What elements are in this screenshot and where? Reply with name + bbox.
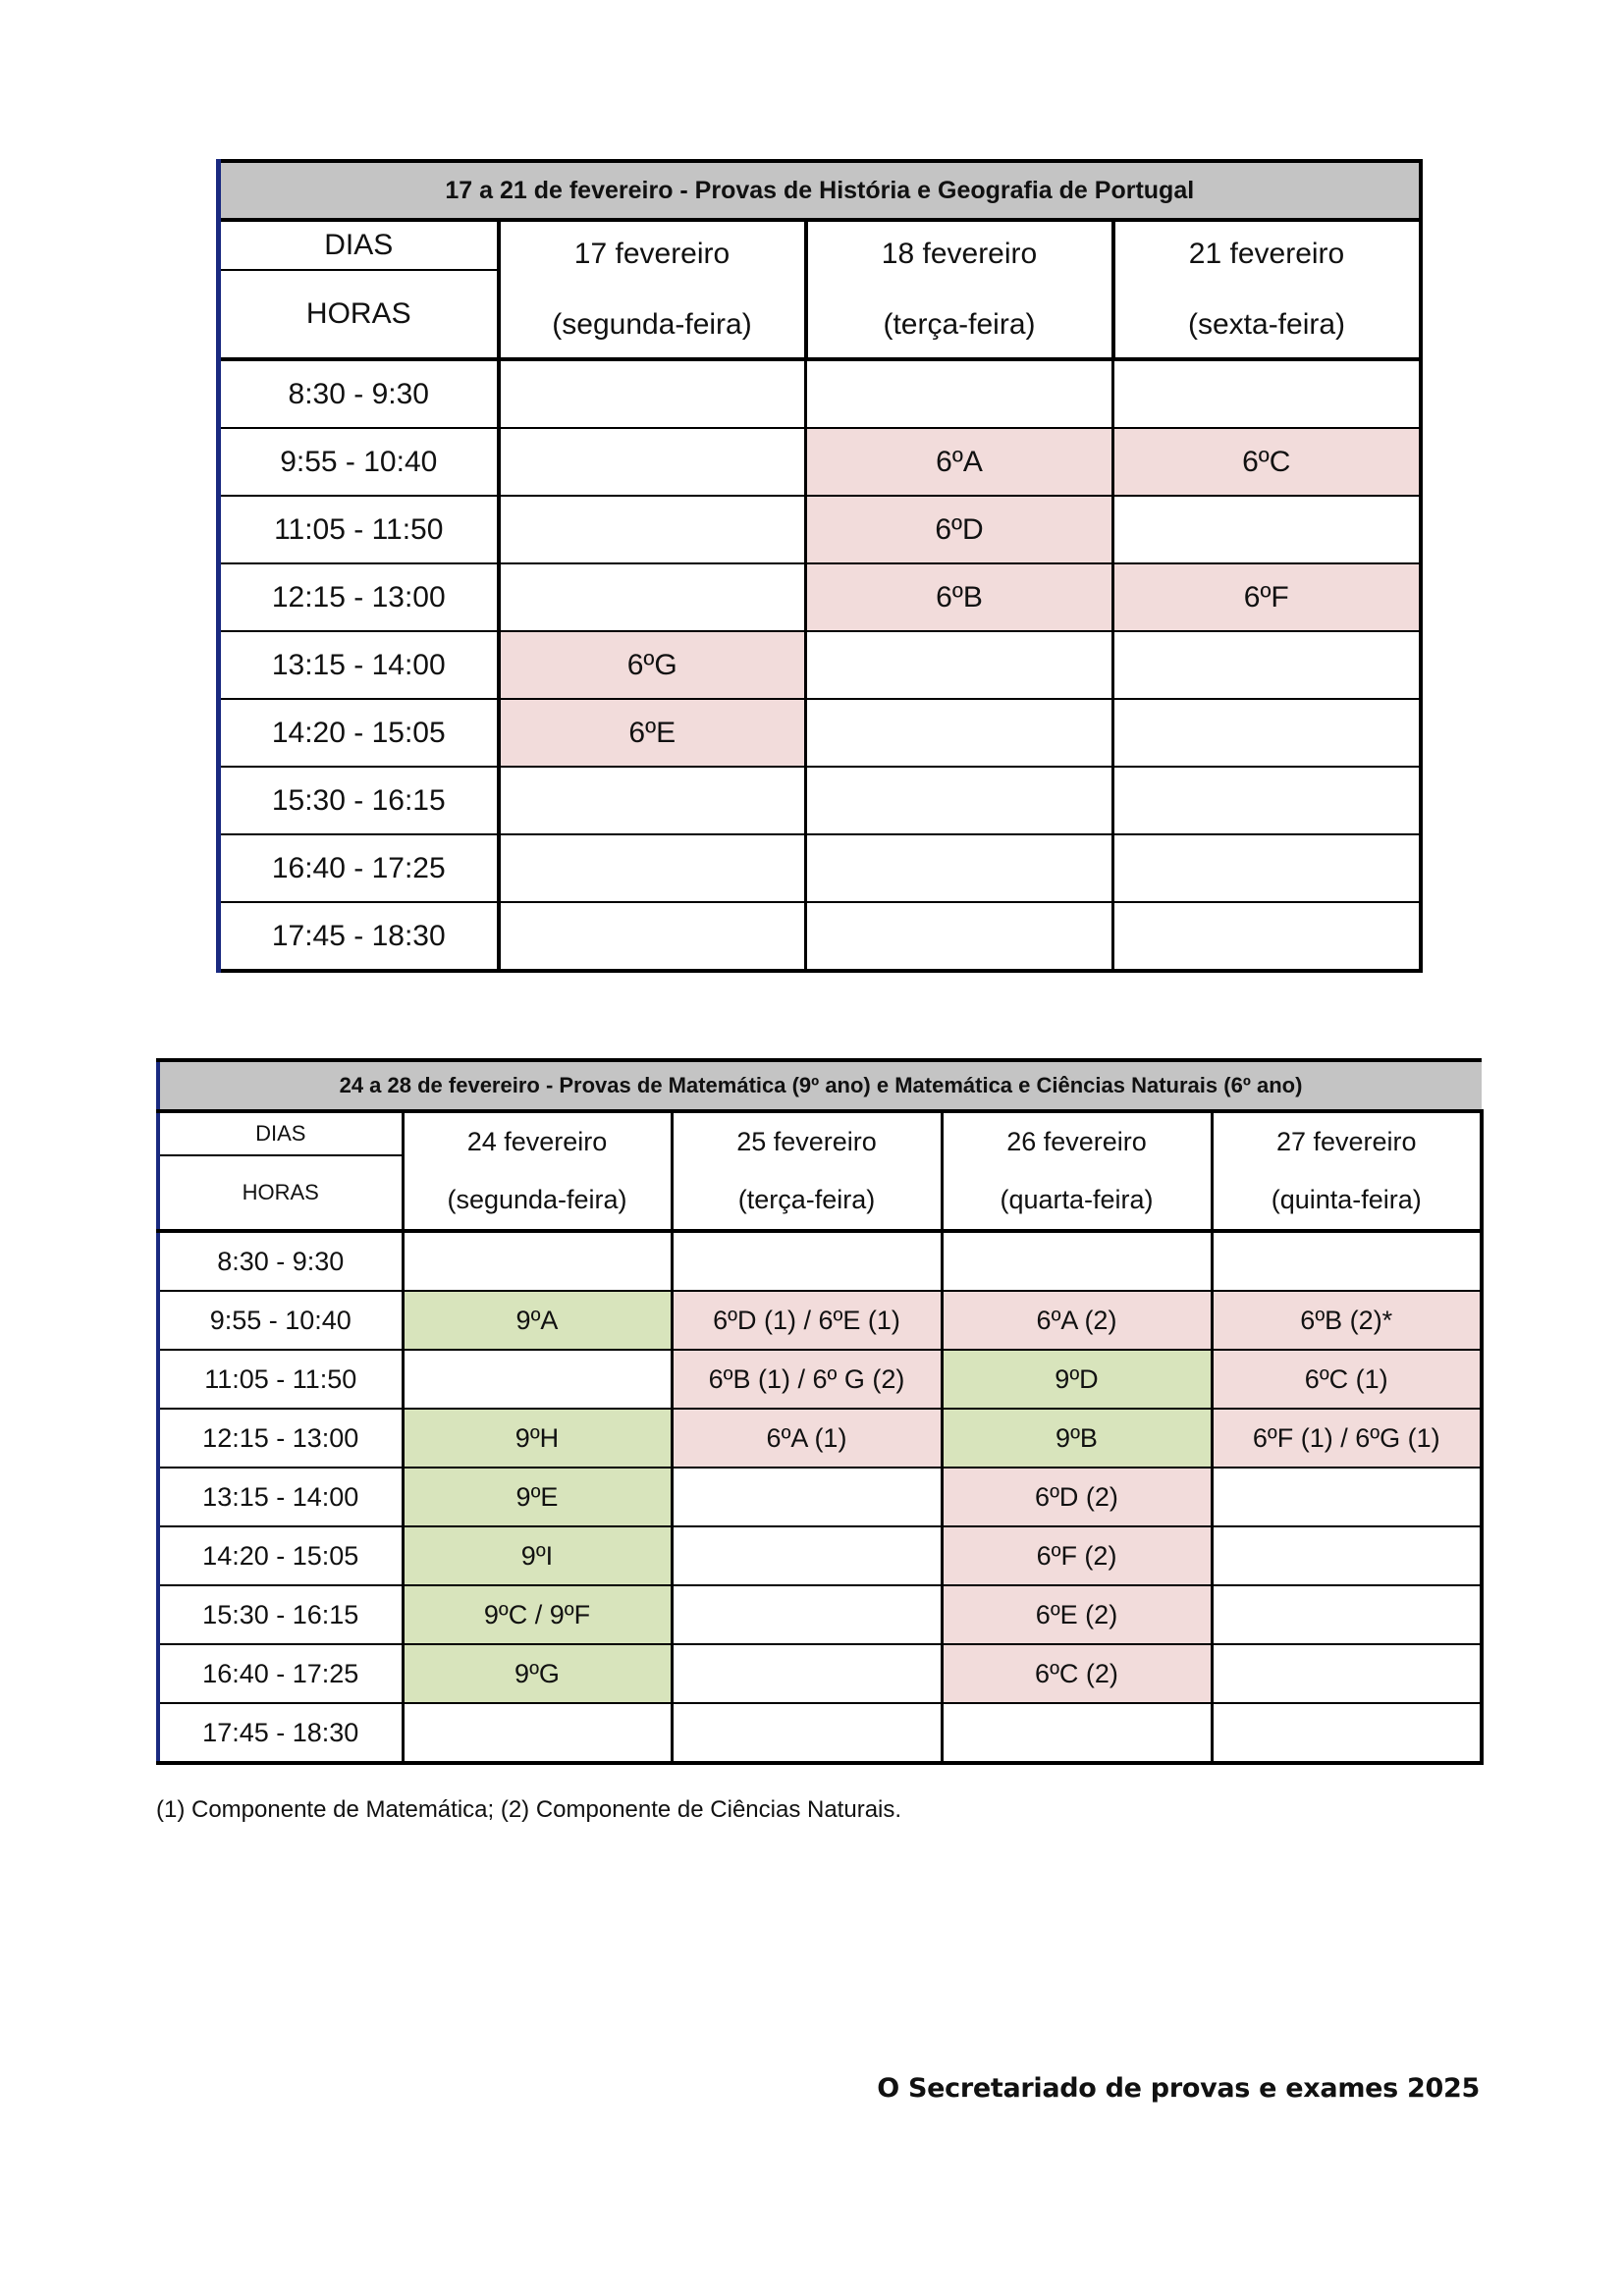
schedule-cell: [499, 834, 806, 902]
time-slot: 15:30 - 16:15: [158, 1585, 403, 1644]
column-date: 27 fevereiro: [1275, 1127, 1417, 1156]
schedule-cell: [806, 699, 1113, 767]
time-slot: 14:20 - 15:05: [158, 1526, 403, 1585]
table-row: [158, 1703, 1482, 1763]
schedule-table-matematica-ciencias: [156, 1058, 1484, 1765]
column-header-day: [672, 1111, 942, 1231]
column-header-day: [942, 1111, 1212, 1231]
horas-label: HORAS: [219, 270, 499, 359]
schedule-cell: 9ºA: [403, 1291, 672, 1350]
table-row: [158, 1350, 1482, 1409]
schedule-cell: 6ºE (2): [942, 1585, 1212, 1644]
column-header-day: [1113, 220, 1421, 359]
schedule-cell: 6ºC: [1113, 428, 1421, 496]
schedule-cell: 6ºA (2): [942, 1291, 1212, 1350]
table-row: [219, 496, 1421, 563]
time-slot: 15:30 - 16:15: [219, 767, 499, 834]
column-date: 17 fevereiro: [573, 238, 731, 270]
footnote: (1) Componente de Matemática; (2) Componente de Ciências Naturais.: [156, 1796, 902, 1823]
schedule-cell: 6ºF: [1113, 563, 1421, 631]
table-row: [158, 1644, 1482, 1703]
signature: O Secretariado de provas e exames 2025: [877, 2073, 1480, 2104]
column-weekday: (sexta-feira): [1188, 308, 1346, 341]
column-header-day: [499, 220, 806, 359]
schedule-cell: [1113, 902, 1421, 971]
schedule-cell: [942, 1703, 1212, 1763]
column-date: 18 fevereiro: [881, 238, 1038, 270]
schedule-cell: [806, 767, 1113, 834]
column-weekday: (terça-feira): [737, 1185, 876, 1214]
schedule-cell: [1212, 1231, 1482, 1291]
time-slot: 9:55 - 10:40: [219, 428, 499, 496]
schedule-table-historia-geografia: [216, 159, 1423, 973]
time-slot: 14:20 - 15:05: [219, 699, 499, 767]
schedule-cell: [403, 1350, 672, 1409]
table-row: [158, 1468, 1482, 1526]
schedule-cell: [1113, 359, 1421, 428]
column-date: 24 fevereiro: [466, 1127, 608, 1156]
time-slot: 9:55 - 10:40: [158, 1291, 403, 1350]
schedule-cell: 6ºC (2): [942, 1644, 1212, 1703]
table-row: [158, 1526, 1482, 1585]
schedule-cell: 6ºA: [806, 428, 1113, 496]
horas-label: HORAS: [158, 1155, 403, 1231]
column-weekday: (quinta-feira): [1271, 1185, 1422, 1214]
schedule-cell: [1113, 699, 1421, 767]
schedule-cell: 6ºD (2): [942, 1468, 1212, 1526]
schedule-cell: 9ºC / 9ºF: [403, 1585, 672, 1644]
time-slot: 16:40 - 17:25: [219, 834, 499, 902]
table-title: 17 a 21 de fevereiro - Provas de História e Geografia de Portugal: [219, 161, 1421, 220]
schedule-cell: [672, 1231, 942, 1291]
schedule-cell: 9ºE: [403, 1468, 672, 1526]
schedule-cell: [1212, 1468, 1482, 1526]
schedule-cell: 9ºD: [942, 1350, 1212, 1409]
schedule-cell: 9ºB: [942, 1409, 1212, 1468]
schedule-cell: 9ºI: [403, 1526, 672, 1585]
column-header-day: [1212, 1111, 1482, 1231]
column-weekday: (quarta-feira): [1000, 1185, 1154, 1214]
time-slot: 11:05 - 11:50: [158, 1350, 403, 1409]
schedule-cell: 6ºB: [806, 563, 1113, 631]
schedule-cell: [1113, 631, 1421, 699]
schedule-cell: 6ºE: [499, 699, 806, 767]
table-row: [158, 1231, 1482, 1291]
schedule-cell: 6ºB (2)*: [1212, 1291, 1482, 1350]
table-row: [219, 834, 1421, 902]
schedule-cell: [1212, 1585, 1482, 1644]
schedule-cell: [499, 767, 806, 834]
time-slot: 16:40 - 17:25: [158, 1644, 403, 1703]
schedule-cell: [672, 1526, 942, 1585]
schedule-cell: [806, 631, 1113, 699]
schedule-cell: 6ºA (1): [672, 1409, 942, 1468]
schedule-cell: [672, 1703, 942, 1763]
schedule-cell: 6ºC (1): [1212, 1350, 1482, 1409]
schedule-cell: 6ºG: [499, 631, 806, 699]
schedule-cell: 6ºF (1) / 6ºG (1): [1212, 1409, 1482, 1468]
schedule-cell: [499, 563, 806, 631]
table-row: [219, 767, 1421, 834]
schedule-cell: [1212, 1644, 1482, 1703]
schedule-cell: [1212, 1526, 1482, 1585]
schedule-cell: [499, 496, 806, 563]
time-slot: 11:05 - 11:50: [219, 496, 499, 563]
table-row: [158, 1585, 1482, 1644]
schedule-cell: 6ºF (2): [942, 1526, 1212, 1585]
table-row: [219, 902, 1421, 971]
column-date: 26 fevereiro: [1006, 1127, 1147, 1156]
column-header-day: [806, 220, 1113, 359]
table-row: [219, 428, 1421, 496]
schedule-cell: [672, 1585, 942, 1644]
table-row: [219, 359, 1421, 428]
time-slot: 13:15 - 14:00: [158, 1468, 403, 1526]
schedule-cell: 6ºD (1) / 6ºE (1): [672, 1291, 942, 1350]
schedule-cell: 6ºB (1) / 6º G (2): [672, 1350, 942, 1409]
dias-label: DIAS: [219, 220, 499, 270]
schedule-cell: [499, 428, 806, 496]
time-slot: 17:45 - 18:30: [219, 902, 499, 971]
schedule-cell: [403, 1231, 672, 1291]
table-row: [219, 631, 1421, 699]
time-slot: 17:45 - 18:30: [158, 1703, 403, 1763]
schedule-cell: [672, 1644, 942, 1703]
time-slot: 8:30 - 9:30: [219, 359, 499, 428]
time-slot: 13:15 - 14:00: [219, 631, 499, 699]
schedule-cell: [1113, 767, 1421, 834]
schedule-cell: [499, 902, 806, 971]
table-row: [158, 1291, 1482, 1350]
schedule-cell: 6ºD: [806, 496, 1113, 563]
schedule-cell: 9ºG: [403, 1644, 672, 1703]
column-weekday: (terça-feira): [883, 308, 1036, 341]
column-date: 25 fevereiro: [736, 1127, 877, 1156]
dias-label: DIAS: [158, 1111, 403, 1155]
schedule-cell: 9ºH: [403, 1409, 672, 1468]
schedule-cell: [499, 359, 806, 428]
table-row: [158, 1409, 1482, 1468]
column-header-day: [403, 1111, 672, 1231]
schedule-cell: [806, 834, 1113, 902]
schedule-cell: [942, 1231, 1212, 1291]
schedule-cell: [1212, 1703, 1482, 1763]
table-title: 24 a 28 de fevereiro - Provas de Matemática (9º ano) e Matemática e Ciências Naturais (6º ano): [158, 1060, 1482, 1111]
schedule-cell: [403, 1703, 672, 1763]
schedule-cell: [806, 359, 1113, 428]
column-date: 21 fevereiro: [1188, 238, 1345, 270]
column-weekday: (segunda-feira): [447, 1185, 627, 1214]
schedule-cell: [806, 902, 1113, 971]
time-slot: 12:15 - 13:00: [158, 1409, 403, 1468]
schedule-cell: [1113, 834, 1421, 902]
schedule-cell: [1113, 496, 1421, 563]
schedule-cell: [672, 1468, 942, 1526]
time-slot: 8:30 - 9:30: [158, 1231, 403, 1291]
table-row: [219, 563, 1421, 631]
column-weekday: (segunda-feira): [552, 308, 752, 341]
table-row: [219, 699, 1421, 767]
time-slot: 12:15 - 13:00: [219, 563, 499, 631]
